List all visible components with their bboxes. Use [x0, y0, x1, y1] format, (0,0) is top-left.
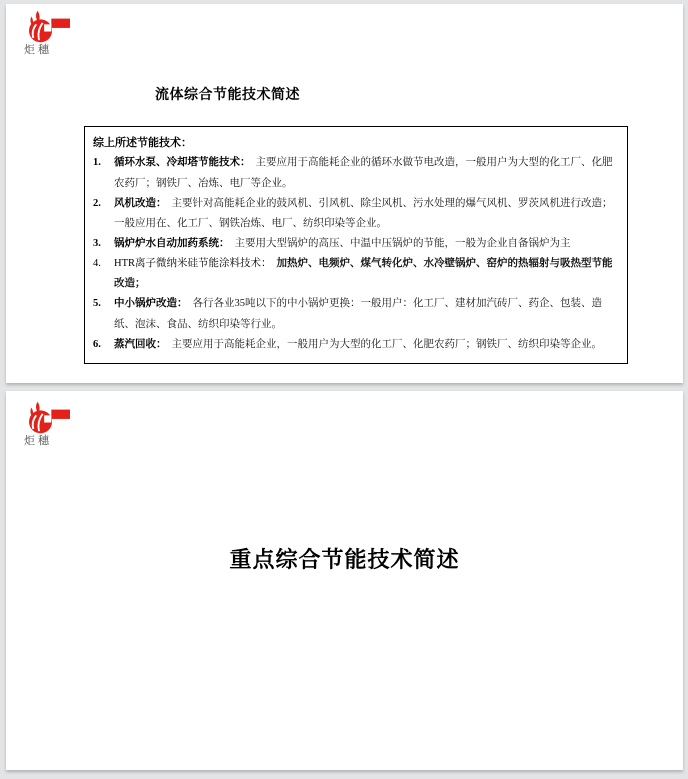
- item-text: [114, 335, 617, 355]
- item-text: [114, 153, 617, 193]
- item-body: 主要应用于高能耗企业，一般用户为大型的化工厂、化肥农药厂；钢铁厂、纺织印染等企业。: [171, 338, 602, 350]
- item-lead: 蒸汽回收：: [114, 338, 167, 350]
- logo-text: 炬穗: [24, 44, 52, 56]
- list-item: [93, 194, 617, 234]
- slide-1: [6, 4, 683, 383]
- item-lead: 锅炉炉水自动加药系统：: [114, 237, 230, 249]
- item-text: [114, 294, 617, 334]
- logo-text: 炬穗: [24, 435, 52, 447]
- list-item: [93, 153, 617, 193]
- box-heading: 综上所述节能技术：: [93, 137, 192, 149]
- item-number: 1.: [93, 157, 101, 169]
- item-body: 主要针对高能耗企业的鼓风机、引风机、除尘风机、污水处理的爆气风机、罗茨风机进行改造；一般应用在、化工厂、钢铁冶炼、电厂、纺织印染等企业。: [114, 197, 613, 229]
- item-number: 6.: [93, 338, 101, 350]
- slide2-title: 重点综合节能技术简述: [229, 547, 460, 572]
- torch-flame-icon: [24, 400, 70, 435]
- list-item: [93, 294, 617, 334]
- item-body: 各行各业35吨以下的中小锅炉更换：一般用户：化工厂、建材加汽砖厂、药企、包装、造纸、泡沫、食品、纺织印染等行业。: [114, 298, 602, 330]
- item-lead: 中小锅炉改造：: [114, 298, 188, 310]
- torch-flame-icon: [24, 9, 70, 44]
- list-item: [93, 234, 617, 254]
- item-body: 加热炉、电频炉、煤气转化炉、水冷壁锅炉、窑炉的热辐射与吸热型节能改造；: [114, 258, 613, 290]
- item-text: [114, 234, 617, 254]
- item-body: 主要应用于高能耗企业的循环水做节电改造，一般用户为大型的化工厂、化肥农药厂；钢铁厂、冶炼、电厂等企业。: [114, 157, 613, 189]
- company-logo: [24, 400, 80, 447]
- item-lead: 循环水泵、冷却塔节能技术：: [114, 157, 251, 169]
- item-number: 4.: [93, 258, 101, 270]
- item-body: 主要用大型锅炉的高压、中温中压锅炉的节能，一般为企业自备锅炉为主: [234, 237, 571, 249]
- list-item: [93, 335, 617, 355]
- list-item: [93, 254, 617, 294]
- summary-box: [84, 126, 628, 364]
- slide1-title: 流体综合节能技术简述: [155, 88, 300, 103]
- item-number: 2.: [93, 197, 101, 209]
- item-text: [114, 254, 617, 294]
- item-number: 5.: [93, 298, 101, 310]
- item-text: [114, 194, 617, 234]
- item-number: 3.: [93, 237, 101, 249]
- item-lead: HTR离子微纳米硅节能涂料技术：: [114, 258, 272, 270]
- company-logo: [24, 9, 80, 56]
- item-lead: 风机改造：: [114, 197, 167, 209]
- slide-2: [6, 391, 683, 770]
